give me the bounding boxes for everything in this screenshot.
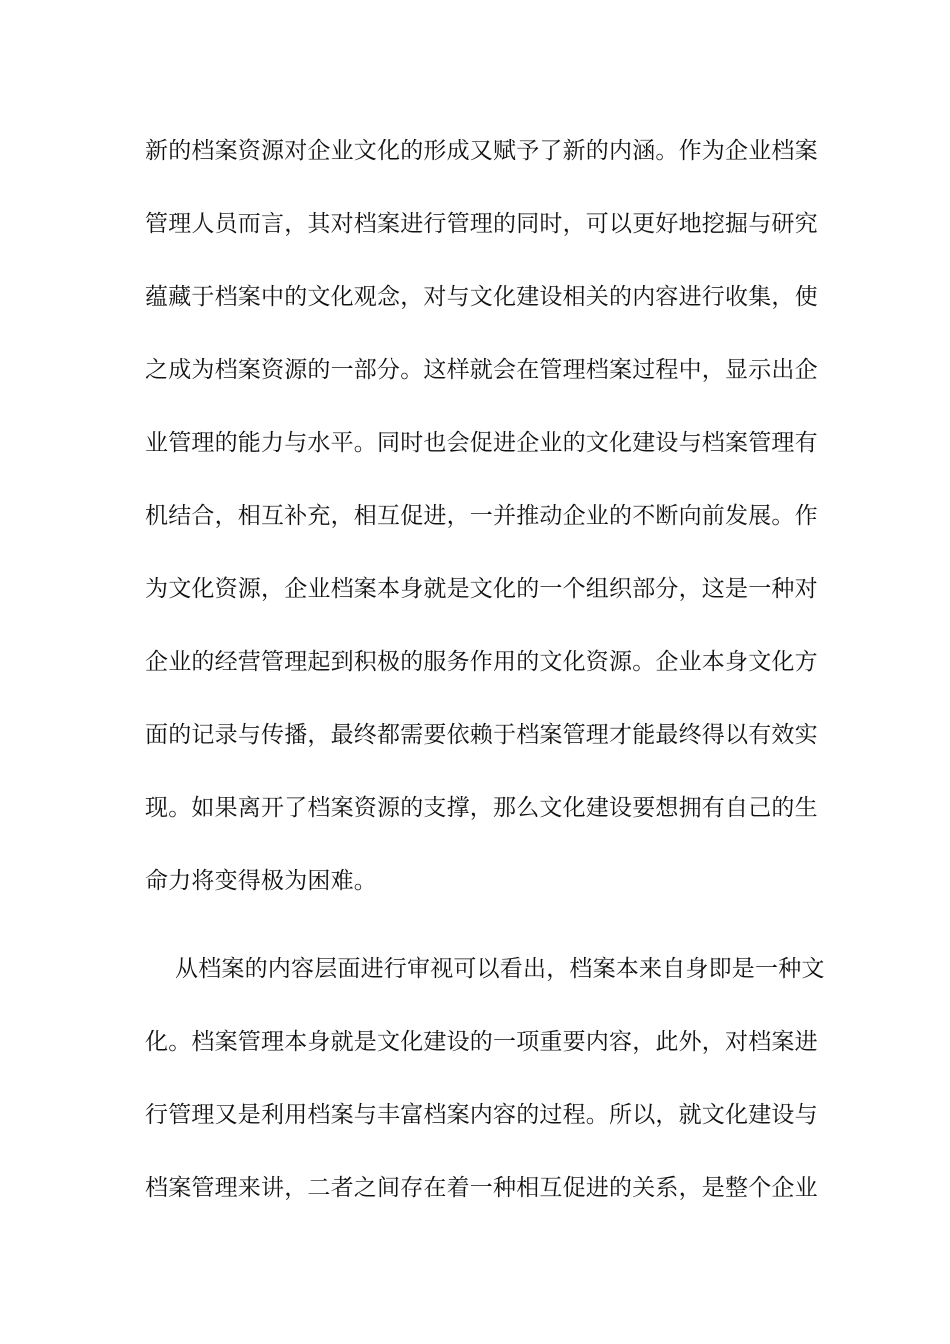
text-line: 行管理又是利用档案与丰富档案内容的过程。所以，就文化建设与 — [145, 1102, 818, 1128]
text-line: 之成为档案资源的一部分。这样就会在管理档案过程中，显示出企 — [145, 357, 818, 383]
text-line: 面的记录与传播，最终都需要依赖于档案管理才能最终得以有效实 — [145, 722, 818, 748]
text-line: 企业的经营管理起到积极的服务作用的文化资源。企业本身文化方 — [145, 649, 818, 675]
text-line: 新的档案资源对企业文化的形成又赋予了新的内涵。作为企业档案 — [145, 138, 818, 164]
text-line: 现。如果离开了档案资源的支撑，那么文化建设要想拥有自己的生 — [145, 795, 818, 821]
text-line: 蕴藏于档案中的文化观念，对与文化建设相关的内容进行收集，使 — [145, 284, 818, 310]
text-line: 档案管理来讲，二者之间存在着一种相互促进的关系，是整个企业 — [145, 1175, 818, 1201]
text-line: 机结合，相互补充，相互促进，一并推动企业的不断向前发展。作 — [145, 503, 818, 529]
text-line: 从档案的内容层面进行审视可以看出，档案本来自身即是一种文 — [175, 956, 825, 982]
text-line: 化。档案管理本身就是文化建设的一项重要内容，此外，对档案进 — [145, 1029, 818, 1055]
text-line: 为文化资源，企业档案本身就是文化的一个组织部分，这是一种对 — [145, 576, 818, 602]
text-line: 命力将变得极为困难。 — [145, 868, 377, 894]
text-line: 业管理的能力与水平。同时也会促进企业的文化建设与档案管理有 — [145, 430, 818, 456]
text-line: 管理人员而言，其对档案进行管理的同时，可以更好地挖掘与研究 — [145, 211, 818, 237]
